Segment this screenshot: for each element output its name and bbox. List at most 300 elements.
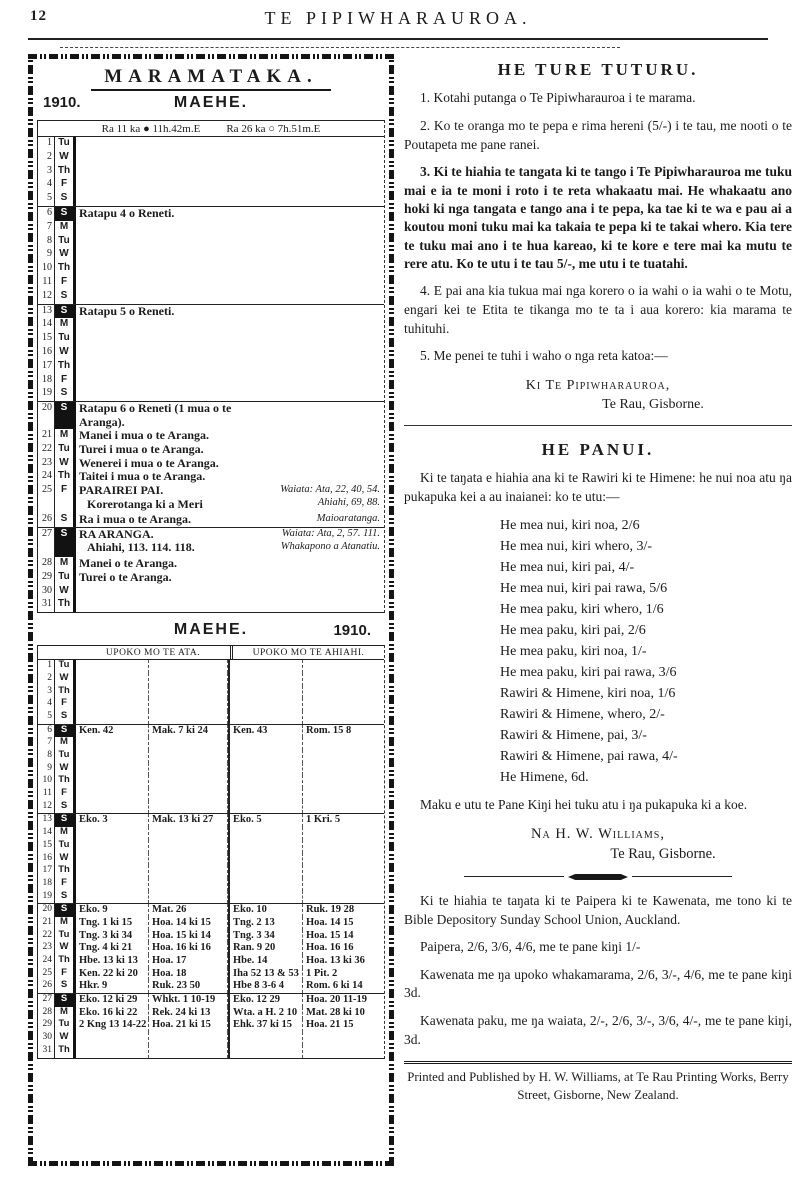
morning-lesson-1	[76, 891, 149, 904]
lectionary-day-row	[38, 788, 384, 801]
calendar-day-row	[38, 457, 384, 471]
evening-lesson-1: Iha 52 13 & 53	[228, 968, 303, 981]
day-number: 18	[38, 878, 55, 891]
day-letter: W	[55, 763, 76, 776]
morning-lesson-1: Hbe. 13 ki 13	[76, 955, 149, 968]
day-number: 26	[38, 980, 55, 993]
morning-lesson-1: 2 Kng 13 14-22	[76, 1019, 149, 1032]
day-note	[266, 513, 384, 526]
evening-lesson-1	[228, 865, 303, 878]
day-entry-line1: Ratapu 5 o Reneti.	[79, 303, 175, 318]
evening-lesson-1: Wta. a H. 2 10	[228, 1007, 303, 1020]
ture-paragraph-2: 2. Ko te oranga mo te pepa e rima hereni (5/-) i te tau, me nooti o te Poutapeta me pane ranei.	[404, 118, 792, 152]
day-letter: Tu	[55, 930, 76, 943]
ture-paragraph-3: 3. Ki te hiahia te tangata ki te tango i Te Pipiwharauroa me tuku mai e ia te moni i roto i te reta whakaatu mai. He whakaatu ano hoki ki nga tangata e tango ana i te pepa, ka tae ki te wa e pau ai a koutou moni tuku mai ka takaia te pepa ki te takai whero. Kia tere te tuku mai ano i te hua kareao, ki te kore e tere mai ka mutu te rere atu. Ko te utu i te tau 5/-, me utu i te tuatahi.	[404, 164, 792, 272]
morning-lesson-2: Hoa. 15 ki 14	[149, 930, 228, 943]
price-item: He mea nui, kiri whero, 3/-	[500, 539, 653, 555]
day-entry	[76, 470, 266, 483]
evening-lesson-2	[303, 698, 384, 711]
lectionary-day-row	[38, 801, 384, 814]
calendar-day-row	[38, 318, 384, 332]
day-number: 20	[38, 402, 55, 429]
price-item: He mea nui, kiri noa, 2/6	[500, 518, 640, 534]
divider-line-left	[464, 876, 564, 877]
day-number: 13	[38, 814, 55, 827]
calendar-day-row	[38, 178, 384, 192]
calendar-day-row	[38, 192, 384, 206]
day-letter: S	[55, 207, 76, 221]
day-number: 26	[38, 513, 55, 527]
day-note	[266, 484, 384, 509]
morning-lesson-1	[76, 878, 149, 891]
ornament-border-bottom	[28, 1161, 394, 1166]
lectionary-day-row	[38, 878, 384, 891]
month-label-bottom: MAEHE.	[173, 621, 249, 639]
evening-lesson-1	[228, 750, 303, 763]
lectionary-day-row	[38, 955, 384, 968]
price-item: Rawiri & Himene, kiri noa, 1/6	[500, 686, 676, 702]
moon-note-full: Ra 26 ka ○ 7h.51m.E	[226, 123, 321, 135]
day-number: 11	[38, 276, 55, 290]
day-entry	[76, 305, 266, 318]
day-entry-line1: Ra i mua o te Aranga.	[79, 512, 191, 527]
day-number: 29	[38, 1019, 55, 1032]
day-letter: M	[55, 737, 76, 750]
day-entry	[76, 484, 266, 511]
price-item: He mea paku, kiri pai, 2/6	[500, 623, 646, 639]
lectionary-day-row	[38, 1045, 384, 1058]
morning-lesson-1: Eko. 9	[76, 904, 149, 917]
day-letter: S	[55, 402, 76, 429]
evening-lesson-1	[228, 801, 303, 814]
day-letter: M	[55, 827, 76, 840]
evening-lesson-2: Ruk. 19 28	[306, 904, 355, 916]
moon-note-new: Ra 11 ka ● 11h.42m.E	[101, 123, 201, 135]
morning-lesson-2: Mak. 13 ki 27	[149, 814, 228, 827]
morning-lesson-1	[76, 711, 149, 724]
day-letter: W	[55, 1032, 76, 1045]
evening-lesson-2: 1 Pit. 2	[306, 967, 338, 979]
evening-lesson-1	[228, 737, 303, 750]
day-letter: S	[55, 814, 76, 827]
day-letter: M	[55, 429, 76, 443]
lectionary-day-row	[38, 903, 384, 917]
evening-lesson-1: Tng. 3 34	[228, 930, 303, 943]
morning-lesson-2: Rek. 24 ki 13	[149, 1007, 228, 1020]
morning-lesson-2: Hoa. 17	[149, 955, 228, 968]
calendar-day-row	[38, 484, 384, 513]
paipera-prices: Paipera, 2/6, 3/6, 4/6, me te pane kiŋi 1/-	[420, 939, 641, 955]
lectionary-day-row	[38, 968, 384, 981]
year-label-bottom: 1910.	[333, 622, 371, 640]
price-item: He mea nui, kiri pai, 4/-	[500, 560, 635, 576]
day-number: 4	[38, 698, 55, 711]
header-morning: UPOKO MO TE ATA.	[105, 648, 201, 659]
day-letter: S	[55, 290, 76, 304]
evening-lesson-2: Rom. 15 8	[306, 724, 352, 736]
day-number: 30	[38, 1032, 55, 1045]
price-item: He mea nui, kiri pai rawa, 5/6	[500, 581, 668, 597]
day-letter: F	[55, 698, 76, 711]
calendar-day-row	[38, 387, 384, 401]
day-letter: Tu	[55, 137, 76, 151]
morning-lesson-1	[76, 1045, 149, 1058]
evening-lesson-2	[303, 891, 384, 904]
day-letter: Tu	[55, 660, 76, 673]
day-letter: F	[55, 276, 76, 290]
day-letter: W	[55, 585, 76, 599]
day-number: 27	[38, 994, 55, 1007]
day-entry	[76, 557, 266, 570]
day-entry	[76, 571, 266, 584]
day-letter: Th	[55, 775, 76, 788]
day-letter: Tu	[55, 235, 76, 249]
price-list	[500, 515, 792, 788]
evening-lesson-1: Ehk. 37 ki 15	[228, 1019, 303, 1032]
evening-lesson-1: Ran. 9 20	[228, 942, 303, 955]
ture-paragraph-1: 1. Kotahi putanga o Te Pipiwharauroa i te marama.	[420, 90, 696, 106]
day-note-line2: Ahiahi, 69, 88.	[317, 496, 380, 508]
evening-lesson-2	[303, 763, 384, 776]
calendar-day-row	[38, 346, 384, 360]
section-rule	[404, 425, 792, 426]
morning-lesson-2	[149, 1045, 228, 1058]
morning-lesson-2	[149, 853, 228, 866]
ornament-border-top	[28, 54, 394, 59]
evening-lesson-2	[303, 788, 384, 801]
day-letter: W	[55, 346, 76, 360]
calendar-day-row	[38, 332, 384, 346]
feast-calendar-table	[37, 120, 385, 613]
lectionary-day-row	[38, 891, 384, 904]
day-number: 2	[38, 151, 55, 165]
price-item: Rawiri & Himene, whero, 2/-	[500, 707, 665, 723]
calendar-day-row	[38, 248, 384, 262]
day-entry-line2: Korerotanga ki a Meri	[87, 496, 203, 511]
price-item: He Himene, 6d.	[500, 770, 589, 786]
day-number: 1	[38, 137, 55, 151]
evening-lesson-2: Hoa. 15 14	[306, 929, 354, 941]
price-item: He mea paku, kiri noa, 1/-	[500, 644, 647, 660]
day-number: 22	[38, 930, 55, 943]
lectionary-day-row	[38, 827, 384, 840]
calendar-day-row	[38, 290, 384, 304]
day-letter: Tu	[55, 332, 76, 346]
morning-lesson-2: Hoa. 18	[149, 968, 228, 981]
evening-lesson-2	[303, 673, 384, 686]
day-letter: Tu	[55, 750, 76, 763]
month-label-top: MAEHE.	[173, 94, 249, 111]
calendar-day-row	[38, 527, 384, 557]
price-item: He mea paku, kiri whero, 1/6	[500, 602, 664, 618]
panui-intro: Ki te taŋata e hiahia ana ki te Rawiri ki te Himene: he nui noa atu ŋa pukapuka kei a au inaianei: ko te utu:—	[404, 470, 792, 504]
day-letter: W	[55, 457, 76, 471]
lectionary-day-row	[38, 1007, 384, 1020]
evening-lesson-1: Tng. 2 13	[228, 917, 303, 930]
day-letter: W	[55, 248, 76, 262]
day-entry-line1: RA ARANGA.	[79, 527, 154, 541]
evening-lesson-2: Rom. 6 ki 14	[306, 980, 363, 992]
evening-lesson-1	[228, 1032, 303, 1045]
morning-lesson-2	[149, 878, 228, 891]
morning-lesson-2	[149, 711, 228, 724]
day-number: 11	[38, 788, 55, 801]
morning-lesson-1	[76, 737, 149, 750]
calendar-day-row	[38, 276, 384, 290]
ture-paragraph-4: 4. E pai ana kia tukua mai nga korero o ia wahi o ia wahi o te Motu, engari kei te Etita te tikanga mo te ta i aua korero: kia marama te tuhituhi.	[404, 283, 792, 336]
evening-lesson-2	[303, 660, 384, 673]
day-number: 5	[38, 192, 55, 206]
calendar-day-row	[38, 513, 384, 527]
kawenata-prices-2: Kawenata paku, me ŋa waiata, 2/-, 2/6, 3/-, 3/6, 4/-, me te pane kiŋi, 3d.	[404, 1013, 792, 1047]
text-column	[404, 58, 792, 1104]
calendar-bottom-header	[37, 621, 385, 645]
day-number: 25	[38, 968, 55, 981]
address-line-1: Ki Te Pipiwharauroa,	[525, 377, 671, 393]
calendar-day-row	[38, 221, 384, 235]
header-evening: UPOKO MO TE AHIAHI.	[230, 646, 384, 659]
morning-lesson-2: Hoa. 14 ki 15	[149, 917, 228, 930]
day-number: 19	[38, 891, 55, 904]
day-entry	[76, 443, 266, 456]
day-number: 21	[38, 917, 55, 930]
day-entry-line1: Turei i mua o te Aranga.	[79, 441, 204, 456]
day-number: 28	[38, 1007, 55, 1020]
signature-place: Te Rau, Gisborne.	[610, 845, 716, 862]
day-entry	[76, 528, 266, 555]
day-number: 9	[38, 248, 55, 262]
day-letter: F	[55, 178, 76, 192]
day-letter: W	[55, 151, 76, 165]
evening-lesson-2	[303, 878, 384, 891]
lectionary-day-row	[38, 840, 384, 853]
morning-lesson-1: Tng. 1 ki 15	[76, 917, 149, 930]
calendar-day-row	[38, 137, 384, 151]
evening-lesson-2: Hoa. 16 16	[306, 942, 354, 954]
evening-lesson-2: 1 Kri. 5	[306, 814, 341, 826]
colophon: Printed and Published by H. W. Williams, at Te Rau Printing Works, Berry Street, Gisborne, New Zealand.	[404, 1061, 792, 1104]
day-note-line2: Whakapono a Atanatiu.	[280, 540, 380, 552]
lectionary-day-row	[38, 763, 384, 776]
day-letter: S	[55, 305, 76, 319]
day-note	[266, 528, 384, 553]
day-note-line1: Waiata: Ata, 2, 57. 111.	[281, 528, 380, 539]
masthead-title: TE PIPIWHARAUROA.	[264, 8, 532, 28]
ornament-border-right	[389, 54, 394, 1166]
evening-lesson-1	[228, 673, 303, 686]
calendar-day-row	[38, 557, 384, 571]
day-number: 20	[38, 904, 55, 917]
morning-lesson-2: Hoa. 21 ki 15	[149, 1019, 228, 1032]
morning-lesson-2	[149, 788, 228, 801]
day-letter: S	[55, 904, 76, 917]
lectionary-day-row	[38, 1032, 384, 1045]
evening-lesson-1	[228, 827, 303, 840]
lectionary-day-row	[38, 813, 384, 827]
lectionary-day-row	[38, 930, 384, 943]
day-number: 16	[38, 346, 55, 360]
day-letter: W	[55, 673, 76, 686]
day-letter: Th	[55, 165, 76, 179]
bible-depository-note: Ki te hiahia te taŋata ki te Paipera ki te Kawenata, me tono ki te Bible Depository Sunday School Union, Auckland.	[404, 892, 792, 927]
morning-lesson-1	[76, 840, 149, 853]
day-entry-line1: Wenerei i mua o te Aranga.	[79, 455, 219, 470]
day-letter: S	[55, 801, 76, 814]
ture-heading: HE TURE TUTURU.	[497, 60, 699, 79]
morning-lesson-1	[76, 775, 149, 788]
day-number: 6	[38, 725, 55, 738]
day-number: 4	[38, 178, 55, 192]
masthead-rule	[28, 38, 768, 40]
calendar-top-header	[37, 94, 385, 116]
day-letter: Th	[55, 865, 76, 878]
morning-lesson-1: Hkr. 9	[76, 980, 149, 993]
calendar-day-row	[38, 470, 384, 484]
morning-lesson-2	[149, 698, 228, 711]
day-letter: Tu	[55, 443, 76, 457]
day-entry-line1: Manei i mua o te Aranga.	[79, 428, 209, 443]
calendar-day-row	[38, 206, 384, 221]
morning-lesson-2	[149, 865, 228, 878]
day-number: 22	[38, 443, 55, 457]
calendar-day-row	[38, 571, 384, 585]
day-number: 31	[38, 598, 55, 612]
day-number: 23	[38, 457, 55, 471]
evening-lesson-1	[228, 686, 303, 699]
day-letter: M	[55, 1007, 76, 1020]
calendar-day-row	[38, 374, 384, 388]
lectionary-day-row	[38, 853, 384, 866]
evening-lesson-1	[228, 853, 303, 866]
morning-lesson-2: Whkt. 1 10-19	[149, 994, 228, 1007]
morning-lesson-2: Mat. 26	[149, 904, 228, 917]
lectionary-day-row	[38, 673, 384, 686]
morning-lesson-2: Hoa. 16 ki 16	[149, 942, 228, 955]
evening-lesson-1: Hbe. 14	[228, 955, 303, 968]
calendar-day-row	[38, 235, 384, 249]
calendar-day-row	[38, 443, 384, 457]
evening-lesson-1: Ken. 43	[228, 725, 303, 738]
morning-lesson-1	[76, 698, 149, 711]
day-entry-line1: Ratapu 4 o Reneti.	[79, 205, 175, 220]
day-letter: S	[55, 994, 76, 1007]
morning-lesson-1: Eko. 12 ki 29	[76, 994, 149, 1007]
page-number: 12	[30, 8, 47, 24]
postage-note: Maku e utu te Pane Kiŋi hei tuku atu i ŋa pukapuka ki a koe.	[420, 797, 748, 813]
evening-lesson-1	[228, 660, 303, 673]
evening-lesson-2	[303, 775, 384, 788]
morning-lesson-2	[149, 840, 228, 853]
evening-lesson-2	[303, 827, 384, 840]
morning-lesson-1	[76, 673, 149, 686]
day-number: 31	[38, 1045, 55, 1058]
morning-lesson-1: Eko. 3	[76, 814, 149, 827]
lectionary-day-row	[38, 993, 384, 1007]
evening-lesson-1: Eko. 12 29	[228, 994, 303, 1007]
morning-lesson-2	[149, 737, 228, 750]
diamond-ornament	[568, 874, 628, 880]
evening-lesson-1: Hbe 8 3-6 4	[228, 980, 303, 993]
morning-lesson-1	[76, 801, 149, 814]
day-letter: F	[55, 788, 76, 801]
calendar-day-row	[38, 585, 384, 599]
evening-lesson-2: Mat. 28 ki 10	[306, 1006, 365, 1018]
lectionary-day-row	[38, 737, 384, 750]
morning-lesson-2	[149, 686, 228, 699]
year-label-top: 1910.	[43, 94, 81, 111]
day-note-line1: Waiata: Ata, 22, 40, 54.	[280, 484, 380, 496]
morning-lesson-1: Ken. 42	[76, 725, 149, 738]
lectionary-day-row	[38, 980, 384, 993]
evening-lesson-2: Hoa. 13 ki 36	[306, 955, 365, 966]
morning-lesson-1: Tng. 4 ki 21	[76, 942, 149, 955]
header-spacer	[38, 646, 76, 659]
calendar-day-row	[38, 429, 384, 443]
day-number: 17	[38, 865, 55, 878]
day-entry	[76, 457, 266, 470]
evening-lesson-1	[228, 763, 303, 776]
kawenata-prices-1: Kawenata me ŋa upoko whakamarama, 2/6, 3/-, 4/6, me te pane kiŋi 3d.	[404, 966, 792, 1001]
day-letter: F	[55, 484, 76, 513]
morning-lesson-1: Ken. 22 ki 20	[76, 968, 149, 981]
evening-lesson-1: Eko. 10	[228, 904, 303, 917]
lectionary-day-row	[38, 724, 384, 738]
evening-lesson-1	[228, 711, 303, 724]
morning-lesson-2	[149, 801, 228, 814]
moon-phase-row	[38, 121, 384, 137]
lectionary-day-row	[38, 711, 384, 724]
calendar-panel	[28, 54, 394, 1166]
evening-lesson-1	[228, 788, 303, 801]
lectionary-day-row	[38, 917, 384, 930]
day-number: 8	[38, 750, 55, 763]
maramataka-title: MARAMATAKA.	[91, 66, 331, 91]
day-number: 15	[38, 840, 55, 853]
day-entry-line1: Manei o te Aranga.	[79, 556, 177, 570]
day-number: 21	[38, 429, 55, 443]
evening-lesson-2: Hoa. 14 15	[306, 916, 354, 928]
day-number: 13	[38, 305, 55, 319]
lectionary-day-row	[38, 750, 384, 763]
day-number: 19	[38, 387, 55, 401]
day-letter: F	[55, 374, 76, 388]
day-letter: S	[55, 387, 76, 401]
day-entry-line1: Taitei i mua o te Aranga.	[79, 469, 206, 484]
lectionary-day-row	[38, 686, 384, 699]
lectionary-day-row	[38, 1019, 384, 1032]
morning-lesson-2	[149, 775, 228, 788]
signature-name: Na H. W. Williams,	[531, 825, 665, 842]
price-item: Rawiri & Himene, pai rawa, 4/-	[500, 749, 678, 765]
morning-lesson-1	[76, 1032, 149, 1045]
day-letter: Th	[55, 955, 76, 968]
day-letter: Th	[55, 1045, 76, 1058]
evening-lesson-1: Eko. 5	[228, 814, 303, 827]
morning-lesson-1: Tng. 3 ki 34	[76, 930, 149, 943]
day-number: 15	[38, 332, 55, 346]
morning-lesson-1	[76, 865, 149, 878]
day-number: 10	[38, 262, 55, 276]
evening-lesson-1	[228, 1045, 303, 1058]
day-letter: S	[55, 711, 76, 724]
ornament-border-left	[28, 54, 33, 1166]
day-number: 12	[38, 801, 55, 814]
day-letter: S	[55, 891, 76, 904]
calendar-day-row	[38, 262, 384, 276]
day-number: 30	[38, 585, 55, 599]
morning-lesson-1	[76, 853, 149, 866]
day-entry	[76, 429, 266, 442]
